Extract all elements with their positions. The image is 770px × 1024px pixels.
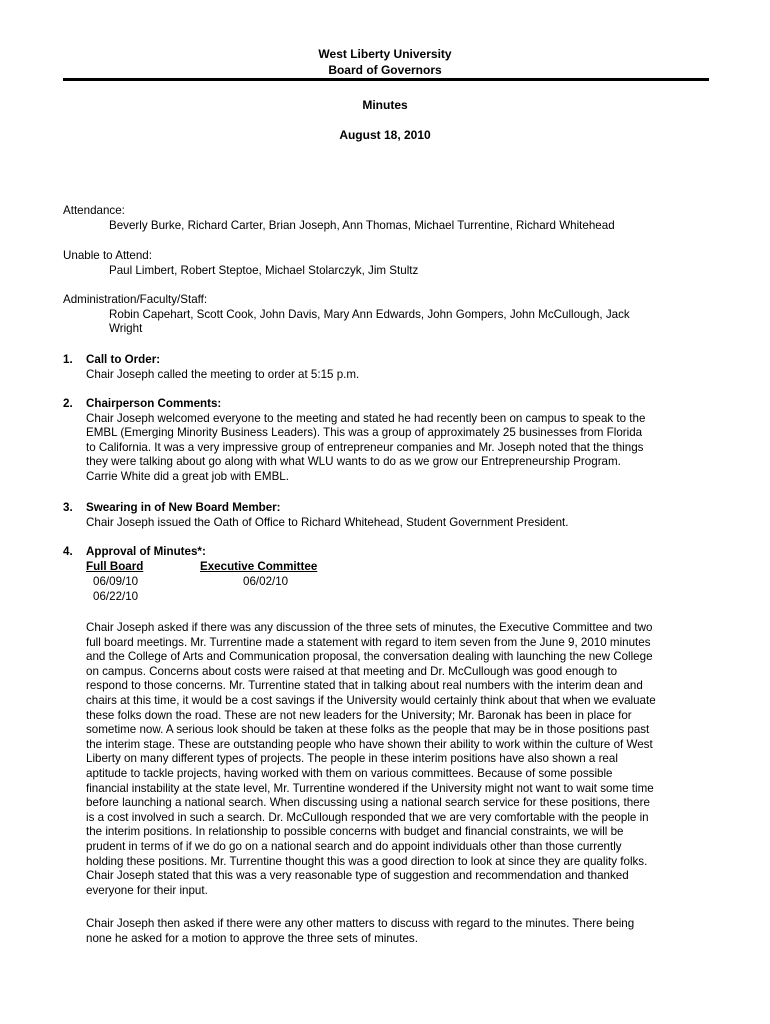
section-number: 2. (63, 397, 73, 410)
admin-label: Administration/Faculty/Staff: (63, 293, 208, 306)
text-line: holding these positions. Mr. Turrentine thought this was a good direction to look at since they are quality folks. (86, 854, 648, 868)
doc-title: Minutes (362, 98, 408, 112)
text-line: chairs at this time, it would be a cost savings if the University would certainly think about that when we evaluate (86, 693, 656, 707)
text-line: full board meetings. Mr. Turrentine made a statement with regard to item seven from the June 9, 2010 minutes (86, 635, 651, 649)
text-line: to California. It was a very impressive group of entrepreneur companies and Mr. Joseph noted that the things (86, 440, 644, 454)
text-line: before launching a national search. When discussing using a national search service for these positions, there (86, 796, 650, 810)
admin-names-line1: Robin Capehart, Scott Cook, John Davis, Mary Ann Edwards, John Gompers, John McCullough, Jack (109, 307, 630, 321)
full-board-header: Full Board (86, 559, 144, 573)
text-line: sometime now. A serious look should be taken at these folks as the people that may be in those positions past (86, 723, 650, 737)
text-line: Chair Joseph welcomed everyone to the meeting and stated he had recently been on campus to speak to the (86, 411, 646, 425)
header-rule (63, 78, 709, 81)
text-line: everyone for their input. (86, 883, 208, 897)
unable-names: Paul Limbert, Robert Steptoe, Michael Stolarczyk, Jim Stultz (109, 263, 419, 277)
section-number: 4. (63, 545, 73, 558)
admin-block (63, 293, 713, 337)
executive-committee-date: 06/02/10 (243, 574, 289, 588)
text-line: Liberty on many different types of projects. The people in these interim positions have also shown a real (86, 752, 618, 766)
text-line: aptitude to tackle projects, having worked with them on various committees. Because of some possible (86, 766, 613, 780)
section-title: Chairperson Comments: (86, 397, 222, 410)
minutes-table (86, 560, 713, 605)
section-number: 3. (63, 501, 73, 514)
admin-names-line2: Wright (109, 322, 143, 336)
text-line: Chair Joseph stated that this was a very reasonable type of suggestion and recommendation and thanked (86, 869, 629, 883)
attendance-block (63, 204, 713, 233)
section-title: Approval of Minutes*: (86, 545, 206, 558)
section-approval-of-minutes (63, 545, 713, 605)
text-line: Chair Joseph asked if there was any discussion of the three sets of minutes, the Executive Committee and two (86, 621, 653, 634)
meeting-date: August 18, 2010 (339, 128, 431, 142)
org-name: West Liberty University (318, 47, 452, 61)
section-text: Chair Joseph issued the Oath of Office to Richard Whitehead, Student Government President. (86, 515, 569, 529)
text-line: they were talking about go along with what WLU wants to do as we grow our Entrepreneurship Program. (86, 455, 621, 469)
section-chairperson-comments (63, 397, 713, 485)
text-line: respond to those concerns. Mr. Turrentine stated that in talking about real numbers with the interim dean and (86, 679, 643, 693)
section-title: Swearing in of New Board Member: (86, 501, 281, 514)
text-line: Chair Joseph then asked if there were any other matters to discuss with regard to the minutes. There being (86, 917, 635, 930)
board-name: Board of Governors (328, 63, 442, 77)
attendance-names: Beverly Burke, Richard Carter, Brian Joseph, Ann Thomas, Michael Turrentine, Richard Whitehead (109, 218, 615, 232)
section-number: 1. (63, 353, 73, 366)
text-line: is a cost involved in such a search. Dr. McCullough responded that we are very comfortable with the people in (86, 810, 649, 824)
attendance-label: Attendance: (63, 204, 125, 217)
text-line: prudent in terms of if we do go on a national search and do appoint individuals other than those currently (86, 839, 622, 853)
section-text: Chair Joseph called the meeting to order at 5:15 p.m. (86, 367, 360, 381)
closing-paragraph (86, 917, 726, 946)
full-board-date: 06/22/10 (93, 589, 139, 603)
text-line: EMBL (Emerging Minority Business Leaders). This was a group of approximately 25 businesses from Florida (86, 426, 643, 440)
text-line: on campus. Concerns about costs were raised at that meeting and Dr. McCullough was good enough to (86, 664, 618, 678)
discussion-paragraph (86, 621, 726, 898)
text-line: the interim stage. These are outstanding people who have shown their ability to work within the culture of West (86, 737, 653, 751)
section-title: Call to Order: (86, 353, 161, 366)
text-line: these folks down the road. These are not new leaders for the University; Mr. Baronak has been in place for (86, 708, 632, 722)
section-swearing-in (63, 501, 713, 530)
text-line: none he asked for a motion to approve the three sets of minutes. (86, 931, 418, 945)
section-call-to-order (63, 353, 713, 382)
unable-block (63, 249, 713, 278)
text-line: Carrie White did a great job with EMBL. (86, 469, 289, 483)
text-line: and the College of Arts and Communication proposal, the conversation dealing with launching the new College (86, 650, 653, 664)
text-line: financial instability at the state level, Mr. Turrentine wondered if the University might not want to wait some time (86, 781, 654, 795)
executive-committee-header: Executive Committee (200, 559, 318, 573)
full-board-date: 06/09/10 (93, 574, 139, 588)
unable-label: Unable to Attend: (63, 249, 152, 262)
text-line: the interim positions. In relationship to possible concerns with budget and financial constraints, we will be (86, 825, 624, 839)
